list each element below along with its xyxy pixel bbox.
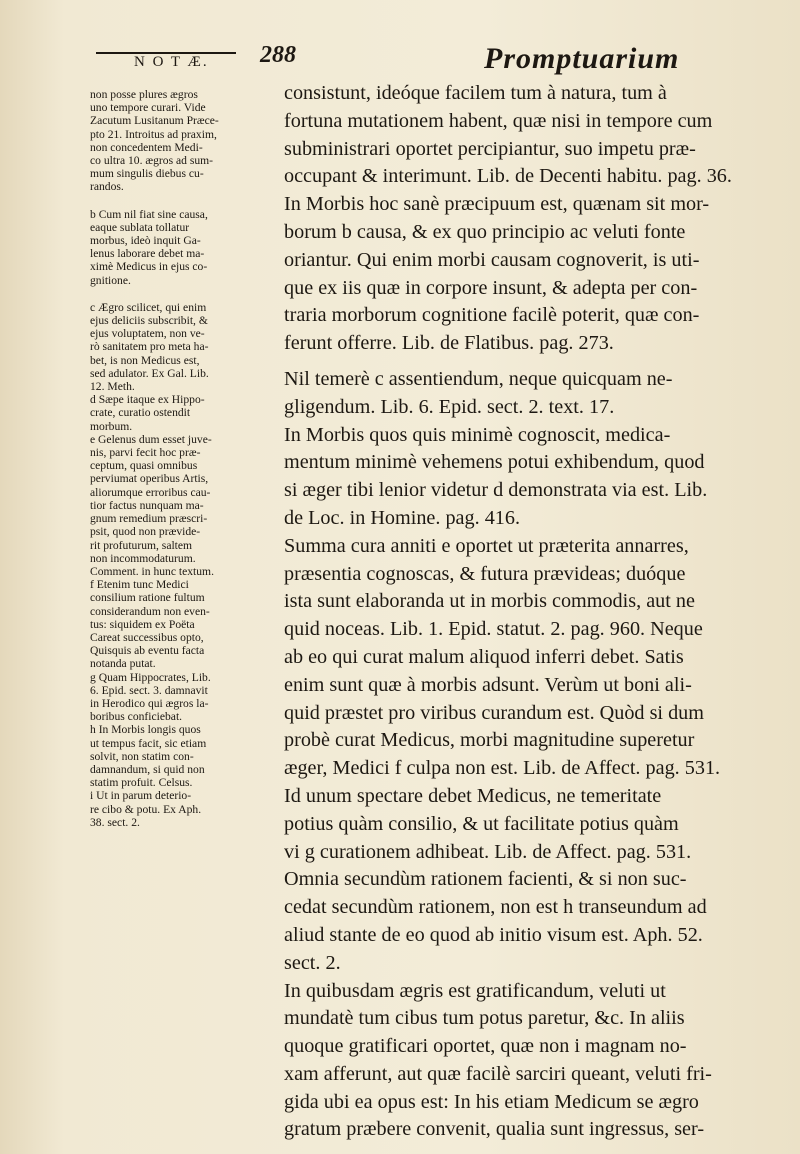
note-line: ceptum, quasi omnibus (90, 459, 198, 473)
text-line: gratum præbere convenit, qualia sunt ingressus, ser- (284, 1118, 705, 1141)
text-line: sect. 2. (284, 951, 341, 974)
note-line: statim profuit. Celsus. (90, 776, 193, 790)
text-line: ab eo qui curat malum aliquod inferri debet. Satis (284, 645, 684, 668)
text-line: quid noceas. Lib. 1. Epid. statut. 2. pag. 960. Neque (284, 618, 703, 641)
note-line: rit profuturum, saltem (90, 538, 193, 552)
note-line: ximè Medicus in ejus co- (90, 260, 208, 274)
note-line: f Etenim tunc Medici (90, 578, 189, 592)
note-line: perviumat operibus Artis, (90, 472, 209, 486)
note-line: rò sanitatem pro meta ha- (90, 340, 209, 354)
note-line: nis, parvi fecit hoc præ- (90, 446, 201, 460)
text-line: aliud stante de eo quod ab initio visum est. Aph. 52. (284, 923, 703, 946)
text-line: æger, Medici f culpa non est. Lib. de Affect. pag. 531. (284, 757, 721, 780)
text-line: quid præstet pro viribus curandum est. Quòd si dum (284, 701, 704, 724)
note-line: gnum remedium præscri- (90, 512, 208, 526)
note-line: Comment. in hunc textum. (90, 564, 214, 578)
note-line: tior factus nunquam ma- (90, 498, 204, 512)
note-line: crate, curatio ostendit (90, 406, 191, 420)
text-line: de Loc. in Homine. pag. 416. (284, 506, 521, 529)
note-line: lenus laborare debet ma- (90, 247, 205, 261)
text-line: gida ubi ea opus est: In his etiam Medicum se ægro (284, 1090, 699, 1113)
text-line: que ex iis quæ in corpore insunt, & adepta per con- (284, 276, 698, 299)
text-line: In Morbis quos quis minimè cognoscit, medica- (284, 423, 671, 446)
note-line: ejus deliciis subscribit, & (90, 314, 208, 328)
note-line: co ultra 10. ægros ad sum- (90, 154, 214, 168)
note-line: solvit, non statim con- (90, 749, 194, 763)
note-line: mum singulis diebus cu- (90, 167, 204, 181)
text-line: oriantur. Qui enim morbi causam cognoverit, is uti- (284, 248, 700, 271)
note-line: consilium ratione fultum (90, 591, 205, 605)
note-line: h In Morbis longis quos (90, 723, 201, 737)
text-line: In quibusdam ægris est gratificandum, veluti ut (284, 979, 666, 1002)
note-line: psit, quod non prævide- (90, 525, 201, 539)
note-line: Careat successibus opto, (90, 630, 204, 644)
text-line: occupant & interimunt. Lib. de Decenti habitu. pag. 36. (284, 165, 732, 188)
block-gap (90, 194, 284, 208)
note-line: e Gelenus dum esset juve- (90, 432, 212, 446)
text-line: mentum minimè vehemens potui exhibendum, quod (284, 451, 705, 474)
text-line: Nil temerè c assentiendum, neque quicquam ne- (284, 367, 673, 390)
notes-heading: N O T Æ. (134, 54, 209, 70)
text-line: xam afferunt, aut quæ facilè sarciri queant, veluti fri- (284, 1062, 712, 1085)
note-line: sed adulator. Ex Gal. Lib. (90, 366, 209, 380)
note-line: non incommodaturum. (90, 551, 196, 565)
note-line: morbus, ideò inquit Ga- (90, 234, 201, 248)
text-line: potius quàm consilio, & ut facilitate potius quàm (284, 812, 679, 835)
note-line: eaque sublata tollatur (90, 220, 190, 234)
text-line: traria morborum cognitione facilè poterit, quæ con- (284, 304, 700, 327)
note-line: g Quam Hippocrates, Lib. (90, 670, 211, 684)
margin-notes (90, 88, 284, 829)
text-line: In Morbis hoc sanè præcipuum est, quænam sit mor- (284, 193, 710, 216)
note-line: damnandum, si quid non (90, 762, 205, 776)
note-line: Quisquis ab eventu facta (90, 644, 205, 658)
text-line: Summa cura anniti e oportet ut præterita annarres, (284, 534, 689, 557)
text-line: cedat secundùm rationem, non est h transeundum ad (284, 896, 707, 919)
note-line: re cibo & potu. Ex Aph. (90, 802, 202, 816)
note-line: gnitione. (90, 273, 131, 287)
block-gap (284, 358, 776, 366)
text-line: quoque gratificari oportet, quæ non i magnam no- (284, 1035, 687, 1058)
text-line: Id unum spectare debet Medicus, ne temeritate (284, 784, 662, 807)
text-line: præsentia cognoscas, & futura prævideas; duóque (284, 562, 686, 585)
note-line: b Cum nil fiat sine causa, (90, 207, 208, 221)
note-line: non posse plures ægros (90, 88, 198, 101)
note-line: c Ægro scilicet, qui enim (90, 300, 207, 314)
text-line: enim sunt quæ à morbis adsunt. Verùm ut boni ali- (284, 673, 692, 696)
note-line: Zacutum Lusitanum Præce- (90, 114, 219, 128)
block-gap (90, 287, 284, 301)
note-line: bet, is non Medicus est, (90, 353, 200, 367)
note-line: in Herodico qui ægros la- (90, 696, 209, 710)
note-line: pto 21. Introitus ad praxim, (90, 127, 217, 141)
note-line: notanda putat. (90, 657, 156, 671)
note-line: 6. Epid. sect. 3. damnavit (90, 683, 208, 697)
text-line: borum b causa, & ex quo principio ac veluti fonte (284, 220, 686, 243)
note-line: ut tempus facit, sic etiam (90, 736, 207, 750)
note-line: 12. Meth. (90, 380, 135, 394)
text-line: Omnia secundùm rationem facienti, & si non suc- (284, 868, 687, 891)
note-line: d Sæpe itaque ex Hippo- (90, 393, 205, 407)
text-line: si æger tibi lenior videtur d demonstrata via est. Lib. (284, 479, 708, 502)
note-line: tus: siquidem ex Poëta (90, 617, 195, 631)
text-line: probè curat Medicus, morbi magnitudine superetur (284, 729, 695, 752)
main-text (284, 80, 776, 1144)
note-line: aliorumque erroribus cau- (90, 485, 211, 499)
text-line: ista sunt elaboranda ut in morbis commodis, aut ne (284, 590, 695, 613)
text-line: mundatè tum cibus tum potus paretur, &c. In aliis (284, 1007, 685, 1030)
note-line: randos. (90, 180, 124, 194)
text-line: subministrari oportet percipiantur, suo impetu præ- (284, 137, 696, 160)
note-line: non concedentem Medi- (90, 140, 203, 154)
note-line: boribus conficiebat. (90, 710, 183, 724)
note-line: considerandum non even- (90, 604, 210, 618)
note-line: i Ut in parum deterio- (90, 789, 192, 803)
text-line: vi g curationem adhibeat. Lib. de Affect. pag. 531. (284, 840, 692, 863)
note-line: 38. sect. 2. (90, 815, 140, 829)
text-line: fortuna mutationem habent, quæ nisi in tempore cum (284, 109, 713, 132)
page-number: 288 (260, 42, 296, 68)
text-line: ferunt offerre. Lib. de Flatibus. pag. 273. (284, 332, 614, 355)
text-line: gligendum. Lib. 6. Epid. sect. 2. text. 17. (284, 395, 615, 418)
note-line: morbum. (90, 419, 133, 433)
note-line: ejus voluptatem, non ve- (90, 327, 205, 341)
note-line: uno tempore curari. Vide (90, 101, 206, 115)
text-line: consistunt, ideóque facilem tum à natura, tum à (284, 82, 667, 104)
running-title: Promptuarium (484, 42, 680, 75)
